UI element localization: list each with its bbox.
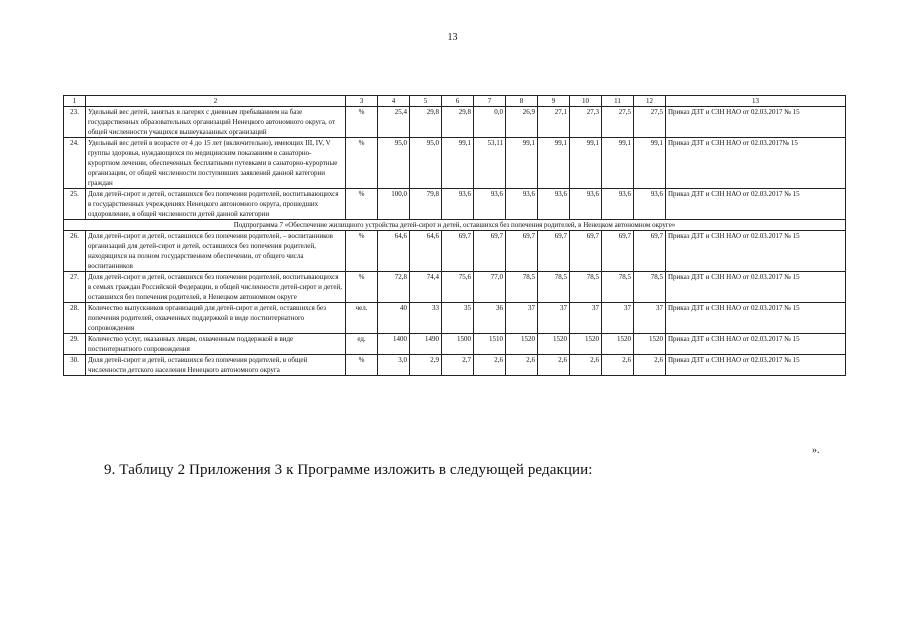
value-cell: 69,7 [474,231,506,272]
value-cell: 74,4 [410,272,442,303]
value-cell: 27,5 [602,107,634,138]
value-cell: 53,11 [474,138,506,189]
source-cell: Приказ ДЗТ и СЗН НАО от 02.03.2017 № 15 [666,303,846,334]
column-header: 13 [666,96,846,107]
row-number: 24. [64,138,86,189]
value-cell: 37 [506,303,538,334]
value-cell: 78,5 [570,272,602,303]
unit-cell: ед. [346,334,378,355]
value-cell: 64,6 [410,231,442,272]
unit-cell: чел. [346,303,378,334]
value-cell: 75,6 [442,272,474,303]
column-header: 1 [64,96,86,107]
unit-cell: % [346,272,378,303]
row-number: 26. [64,231,86,272]
value-cell: 79,8 [410,189,442,220]
value-cell: 27,5 [634,107,666,138]
value-cell: 99,1 [570,138,602,189]
column-header: 11 [602,96,634,107]
value-cell: 69,7 [538,231,570,272]
value-cell: 1510 [474,334,506,355]
column-header: 8 [506,96,538,107]
value-cell: 2,6 [570,355,602,376]
column-header: 10 [570,96,602,107]
value-cell: 99,1 [634,138,666,189]
value-cell: 2,9 [410,355,442,376]
source-cell: Приказ ДЗТ и СЗН НАО от 02.03.2017 № 15 [666,107,846,138]
value-cell: 69,7 [506,231,538,272]
value-cell: 78,5 [602,272,634,303]
value-cell: 95,0 [410,138,442,189]
table-row [64,107,846,138]
column-header: 3 [346,96,378,107]
value-cell: 37 [602,303,634,334]
indicator-name: Удельный вес детей, занятых в лагерях с дневным пребыванием на базе государственных образовательных организаций Ненецкого автономного округа, от общей численности учащихся вышеуказанных организаций [86,107,346,138]
page-number: 13 [447,32,458,43]
value-cell: 95,0 [378,138,410,189]
indicator-name: Удельный вес детей в возрасте от 4 до 15 лет (включительно), имеющих III, IV, V группы здоровья, нуждающихся по медицинским показаниям в санаторно-курортном лечении, обеспеченных бесплатными путевками в санаторно-курортные организации, от общей численности поступивших заявлений данной категории граждан [86,138,346,189]
value-cell: 1490 [410,334,442,355]
value-cell: 93,6 [506,189,538,220]
indicator-name: Количество выпускников организаций для детей-сирот и детей, оставшихся без попечения родителей, охваченных поддержкой в виде постинтернатного сопровождения [86,303,346,334]
table-row [64,138,846,189]
value-cell: 99,1 [442,138,474,189]
row-number: 25. [64,189,86,220]
value-cell: 93,6 [602,189,634,220]
value-cell: 3,0 [378,355,410,376]
row-number: 28. [64,303,86,334]
value-cell: 100,0 [378,189,410,220]
value-cell: 77,0 [474,272,506,303]
value-cell: 37 [634,303,666,334]
value-cell: 69,7 [570,231,602,272]
row-number: 30. [64,355,86,376]
column-header: 5 [410,96,442,107]
value-cell: 40 [378,303,410,334]
table-row [64,272,846,303]
unit-cell: % [346,189,378,220]
value-cell: 1400 [378,334,410,355]
value-cell: 2,6 [474,355,506,376]
unit-cell: % [346,355,378,376]
source-cell: Приказ ДЗТ и СЗН НАО от 02.03.2017 № 15 [666,231,846,272]
value-cell: 1520 [506,334,538,355]
unit-cell: % [346,231,378,272]
unit-cell: % [346,138,378,189]
value-cell: 69,7 [634,231,666,272]
table-row [64,303,846,334]
indicator-name: Количество услуг, оказанных лицам, охваченным поддержкой в виде постинтернатного сопровождения [86,334,346,355]
value-cell: 93,6 [442,189,474,220]
value-cell: 64,6 [378,231,410,272]
subprogram-row [64,220,846,231]
source-cell: Приказ ДЗТ и СЗН НАО от 02.03.2017 № 15 [666,334,846,355]
table-row [64,189,846,220]
value-cell: 1520 [538,334,570,355]
table-row [64,334,846,355]
row-number: 29. [64,334,86,355]
indicator-name: Доля детей-сирот и детей, оставшихся без попечения родителей, воспитывающихся в семьях граждан Российской Федерации, в общей численности детей-сирот и детей, оставшихся без попечения родителей, в Ненецком автономном округе [86,272,346,303]
value-cell: 1520 [602,334,634,355]
row-number: 27. [64,272,86,303]
column-header: 6 [442,96,474,107]
column-header: 9 [538,96,570,107]
source-cell: Приказ ДЗТ и СЗН НАО от 02.03.2017 № 15 [666,272,846,303]
row-number: 23. [64,107,86,138]
column-header: 2 [86,96,346,107]
column-header: 12 [634,96,666,107]
value-cell: 72,8 [378,272,410,303]
value-cell: 99,1 [538,138,570,189]
instruction-text: 9. Таблицу 2 Приложения 3 к Программе изложить в следующей редакции: [104,462,593,478]
source-cell: Приказ ДЗТ и СЗН НАО от 02.03.2017 № 15 [666,189,846,220]
table-row [64,231,846,272]
value-cell: 26,9 [506,107,538,138]
value-cell: 93,6 [570,189,602,220]
value-cell: 27,1 [538,107,570,138]
value-cell: 27,3 [570,107,602,138]
source-cell: Приказ ДЗТ и СЗН НАО от 02.03.2017 № 15 [666,355,846,376]
subprogram-title: Подпрограмма 7 «Обеспечение жилищного устройства детей-сирот и детей, оставшихся без попечения родителей, в Ненецком автономном округе» [64,220,846,231]
value-cell: 78,5 [538,272,570,303]
table-header-row [64,96,846,107]
value-cell: 2,6 [634,355,666,376]
value-cell: 25,4 [378,107,410,138]
column-header: 4 [378,96,410,107]
value-cell: 37 [570,303,602,334]
closing-quote: ». [812,445,820,456]
value-cell: 2,6 [538,355,570,376]
table-row [64,355,846,376]
value-cell: 33 [410,303,442,334]
value-cell: 2,6 [602,355,634,376]
value-cell: 93,6 [474,189,506,220]
column-header: 7 [474,96,506,107]
value-cell: 69,7 [602,231,634,272]
value-cell: 29,8 [410,107,442,138]
value-cell: 2,7 [442,355,474,376]
value-cell: 1520 [634,334,666,355]
value-cell: 0,0 [474,107,506,138]
indicator-name: Доля детей-сирот и детей, оставшихся без попечения родителей, – воспитанников организаций для детей-сирот и детей, оставшихся без попечения родителей, находящихся на полном государственном обеспечении, от общего числа воспитанников [86,231,346,272]
value-cell: 29,8 [442,107,474,138]
value-cell: 78,5 [506,272,538,303]
value-cell: 93,6 [538,189,570,220]
value-cell: 99,1 [506,138,538,189]
value-cell: 1520 [570,334,602,355]
indicator-name: Доля детей-сирот и детей, оставшихся без попечения родителей, воспитывающихся в государственных учреждениях Ненецкого автономного округа, прошедших оздоровление, в общей численности детей данной категории [86,189,346,220]
value-cell: 1500 [442,334,474,355]
indicator-name: Доля детей-сирот и детей, оставшихся без попечения родителей, в общей численности детского населения Ненецкого автономного округа [86,355,346,376]
value-cell: 93,6 [634,189,666,220]
value-cell: 37 [538,303,570,334]
source-cell: Приказ ДЗТ и СЗН НАО от 02.03.2017№ 15 [666,138,846,189]
value-cell: 2,6 [506,355,538,376]
value-cell: 36 [474,303,506,334]
value-cell: 78,5 [634,272,666,303]
value-cell: 69,7 [442,231,474,272]
value-cell: 99,1 [602,138,634,189]
unit-cell: % [346,107,378,138]
value-cell: 35 [442,303,474,334]
indicators-table [63,95,846,376]
